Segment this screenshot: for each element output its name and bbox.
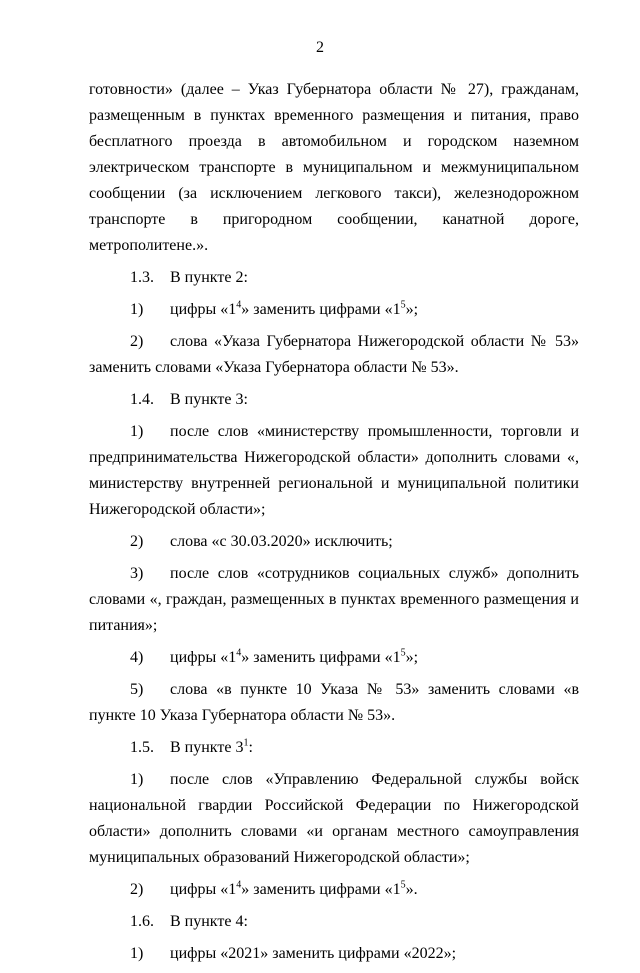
paragraph-item <box>89 735 579 761</box>
document-body <box>89 77 579 973</box>
paragraph-item <box>89 677 579 729</box>
superscript: 4 <box>236 879 242 891</box>
item-number: 1.6. <box>130 913 154 930</box>
item-text: цифры «2021» заменить цифрами «2022»; <box>170 945 457 962</box>
paragraph-item <box>89 419 579 523</box>
paragraph-item <box>89 265 579 291</box>
item-number: 1.4. <box>130 391 154 408</box>
superscript: 5 <box>400 647 406 659</box>
paragraph-item <box>89 645 579 671</box>
paragraph-item <box>89 941 579 967</box>
item-text: цифры «1 <box>170 881 237 898</box>
item-text: слова «в пункте 10 Указа № 53» заменить словами «в пункте 10 Указа Губернатора области № 53». <box>89 681 579 724</box>
paragraph-item <box>89 329 579 381</box>
superscript: 4 <box>236 299 242 311</box>
item-text: цифры «1 <box>170 301 237 318</box>
paragraph-continuation: готовности» (далее – Указ Губернатора области № 27), гражданам, размещенным в пунктах временного размещения и питания, право бесплатного проезда в автомобильном и городском наземном электрическом транспорте в муниципальном и межмуниципальном сообщении (за исключением легкового такси), железнодорожном транспорте в пригородном сообщении, канатной дороге, метрополитене.». <box>89 81 579 254</box>
item-text: после слов «сотрудников социальных служб» дополнить словами «, граждан, размещенных в пунктах временного размещения и питания»; <box>89 565 579 634</box>
item-text: В пункте 4: <box>170 913 248 930</box>
page-number: 2 <box>316 39 324 56</box>
item-number: 1) <box>130 301 144 318</box>
paragraph-item <box>89 877 579 903</box>
item-number: 3) <box>130 565 144 582</box>
item-number: 1.5. <box>130 739 154 756</box>
item-number: 2) <box>130 333 144 350</box>
paragraph-item <box>89 297 579 323</box>
item-text: В пункте 2: <box>170 269 248 286</box>
item-text: : <box>248 739 253 756</box>
superscript: 5 <box>400 879 406 891</box>
item-text: слова «с 30.03.2020» исключить; <box>170 533 393 550</box>
paragraph-item <box>89 561 579 639</box>
item-text: » заменить цифрами «1 <box>241 649 401 666</box>
item-number: 5) <box>130 681 144 698</box>
item-number: 1.3. <box>130 269 154 286</box>
item-text: »; <box>405 649 419 666</box>
item-text: слова «Указа Губернатора Нижегородской области № 53» заменить словами «Указа Губернатора области № 53». <box>89 333 579 376</box>
item-number: 4) <box>130 649 144 666</box>
item-text: » заменить цифрами «1 <box>241 881 401 898</box>
item-number: 2) <box>130 881 144 898</box>
item-text: цифры «1 <box>170 649 237 666</box>
item-text: »; <box>405 301 419 318</box>
item-text: ». <box>405 881 418 898</box>
item-text: В пункте 3 <box>170 739 244 756</box>
superscript: 4 <box>236 647 242 659</box>
item-number: 1) <box>130 945 144 962</box>
item-number: 2) <box>130 533 144 550</box>
item-text: после слов «министерству промышленности, торговли и предпринимательства Нижегородской области» дополнить словами «, министерству внутренней региональной и муниципальной политики Нижегородской области»; <box>89 423 579 518</box>
superscript: 1 <box>243 737 249 749</box>
paragraph-item <box>89 387 579 413</box>
item-text: » заменить цифрами «1 <box>241 301 401 318</box>
item-text: после слов «Управлению Федеральной службы войск национальной гвардии Российской Федерации по Нижегородской области» дополнить словами «и органам местного самоуправления муниципальных образований Нижегородской области»; <box>89 771 579 866</box>
item-number: 1) <box>130 423 144 440</box>
item-number: 1) <box>130 771 144 788</box>
paragraph-item <box>89 767 579 871</box>
paragraph-item <box>89 909 579 935</box>
paragraph-item <box>89 529 579 555</box>
superscript: 5 <box>400 299 406 311</box>
item-text: В пункте 3: <box>170 391 248 408</box>
